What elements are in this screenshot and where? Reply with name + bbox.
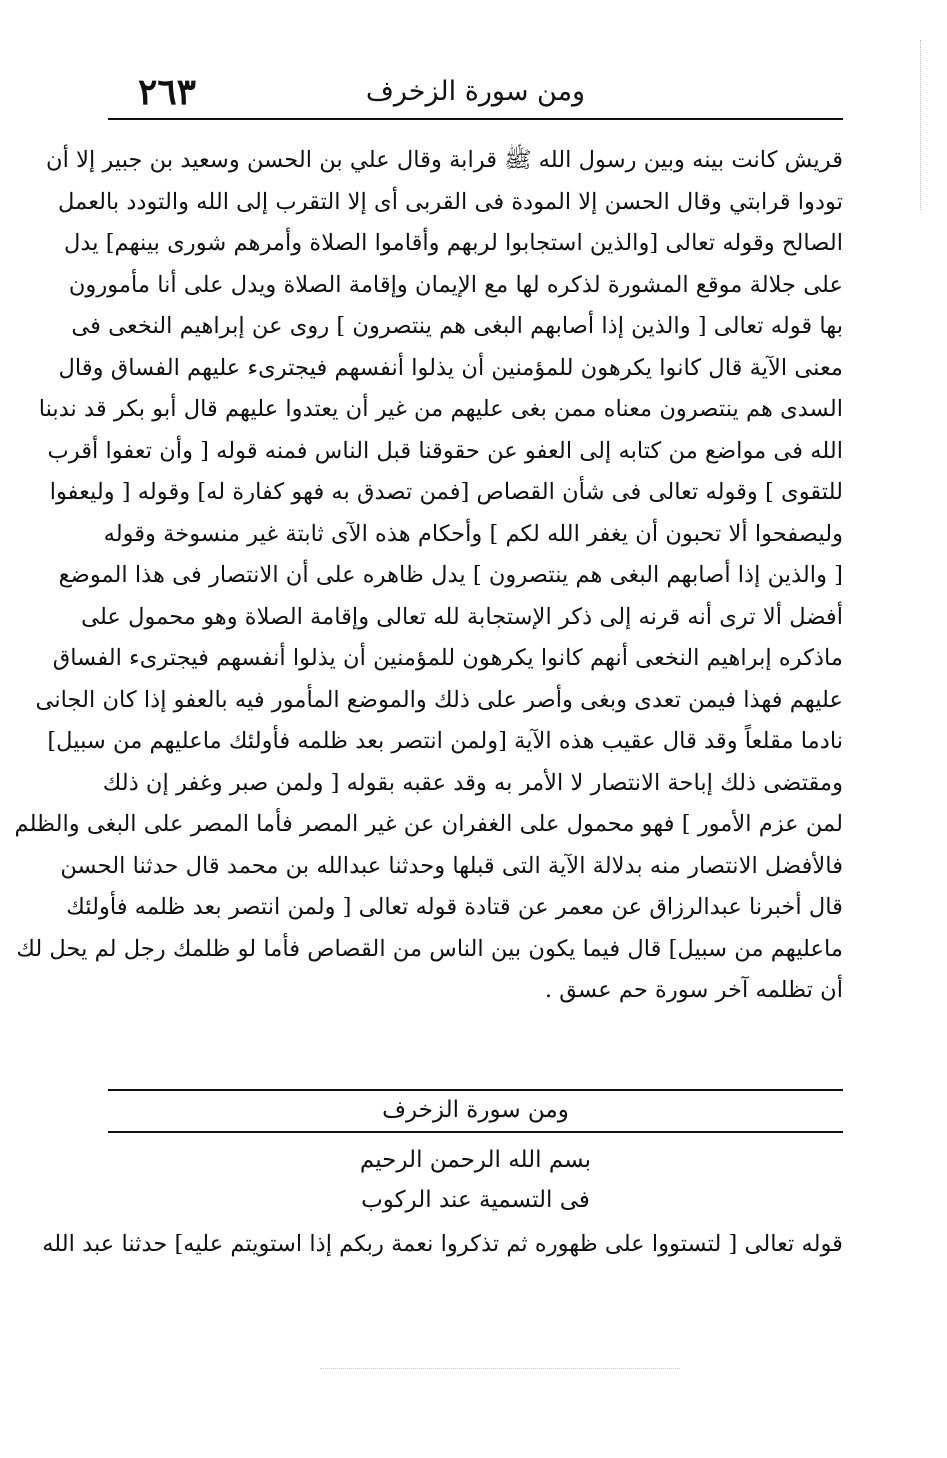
page-header — [108, 66, 843, 120]
text-line: عليهم فهذا فيمن تعدى وبغى وأصر على ذلك والموضع المأمور فيه بالعفو إذا كان الجانى — [35, 686, 843, 713]
text-line: السدى هم ينتصرون معناه ممن بغى عليهم من غير أن يعتدوا عليهم قال أبو بكر قد ندبنا — [38, 396, 843, 422]
text-line: فالأفضل الانتصار منه بدلالة الآية التى قبلها وحدثنا عبدالله بن محمد قال حدثنا الحسن — [60, 852, 843, 879]
text-line: للتقوى ] وقوله تعالى فى شأن القصاص [فمن تصدق به فهو كفارة له] وقوله [ وليعفوا — [49, 479, 843, 505]
text-line-final: أن تظلمه آخر سورة حم عسق . — [544, 977, 843, 1003]
text-line: ماذكره إبراهيم النخعى أنهم كانوا يكرهون للمؤمنين أن يذلوا أنفسهم فيجترىء الفساق — [52, 645, 843, 671]
text-line: تودوا قرابتي وقال الحسن إلا المودة فى القربى أى إلا التقرب إلى الله والتودد بالعمل — [58, 188, 843, 215]
text-line: لمن عزم الأمور ] فهو محمول على الغفران عن غير المصر فأما المصر على البغى والظلم — [14, 811, 843, 837]
text-line: أفضل ألا ترى أنه قرنه إلى ذكر الإستجابة لله تعالى وإقامة الصلاة وهو محمول على — [81, 603, 843, 630]
text-line: نادما مقلعاً وقد قال عقيب هذه الآية [ولمن انتصر بعد ظلمه فأولئك ماعليهم من سبيل] — [47, 728, 843, 754]
chapter-subheading: فى التسمية عند الركوب — [361, 1187, 590, 1213]
running-title: ومن سورة الزخرف — [365, 76, 586, 107]
text-line: الصالح وقوله تعالى [والذين استجابوا لربهم وأقاموا الصلاة وأمرهم شورى بينهم] يدل — [64, 230, 843, 256]
section-rule-top — [108, 1089, 843, 1091]
text-line: معنى الآية قال كانوا يكرهون للمؤمنين أن يذلوا أنفسهم فيجترىء عليهم الفساق وقال — [58, 354, 843, 381]
text-line: على جلالة موقع المشورة لذكره لها مع الإيمان وإقامة الصلاة ويدل على أنا مأمورون — [68, 271, 843, 298]
text-line: ماعليهم من سبيل] قال فيما يكون بين الناس من القصاص فأما لو ظلمك رجل لم يحل لك — [16, 935, 843, 962]
basmala: بسم الله الرحمن الرحيم — [359, 1147, 592, 1173]
scan-artifact-dots — [320, 1368, 680, 1369]
text-line: قال أخبرنا عبدالرزاق عن معمر عن قتادة قوله تعالى [ ولمن انتصر بعد ظلمه فأولئك — [66, 894, 843, 920]
page-number: ٢٦٣ — [138, 71, 197, 113]
text-line: بها قوله تعالى [ والذين إذا أصابهم البغى هم ينتصرون ] روى عن إبراهيم النخعى فى — [71, 313, 843, 339]
section-rule-bottom — [108, 1131, 843, 1133]
text-line: الله فى مواضع من كتابه إلى العفو عن حقوقنا قبل الناس فمنه قوله [ وأن تعفوا أقرب — [47, 437, 843, 464]
text-line: [ والذين إذا أصابهم البغى هم ينتصرون ] يدل ظاهره على أن الانتصار فى هذا الموضع — [58, 562, 843, 588]
text-line: قريش كانت بينه وبين رسول الله ﷺ قرابة وقال علي بن الحسن وسعيد بن جبير إلا أن — [46, 147, 843, 173]
scan-edge-mark — [920, 40, 927, 210]
text-line: وليصفحوا ألا تحبون أن يغفر الله لكم ] وأحكام هذه الآى ثابتة غير منسوخة وقوله — [103, 520, 843, 547]
text-line: ومقتضى ذلك إباحة الانتصار لا الأمر به وقد عقبه بقوله [ ولمن صبر وغفر إن ذلك — [102, 769, 843, 796]
section-heading: ومن سورة الزخرف — [382, 1097, 569, 1123]
section-first-line: قوله تعالى [ لتستووا على ظهوره ثم تذكروا نعمة ربكم إذا استويتم عليه] حدثنا عبد الله — [42, 1231, 843, 1257]
body-text — [14, 140, 843, 1012]
